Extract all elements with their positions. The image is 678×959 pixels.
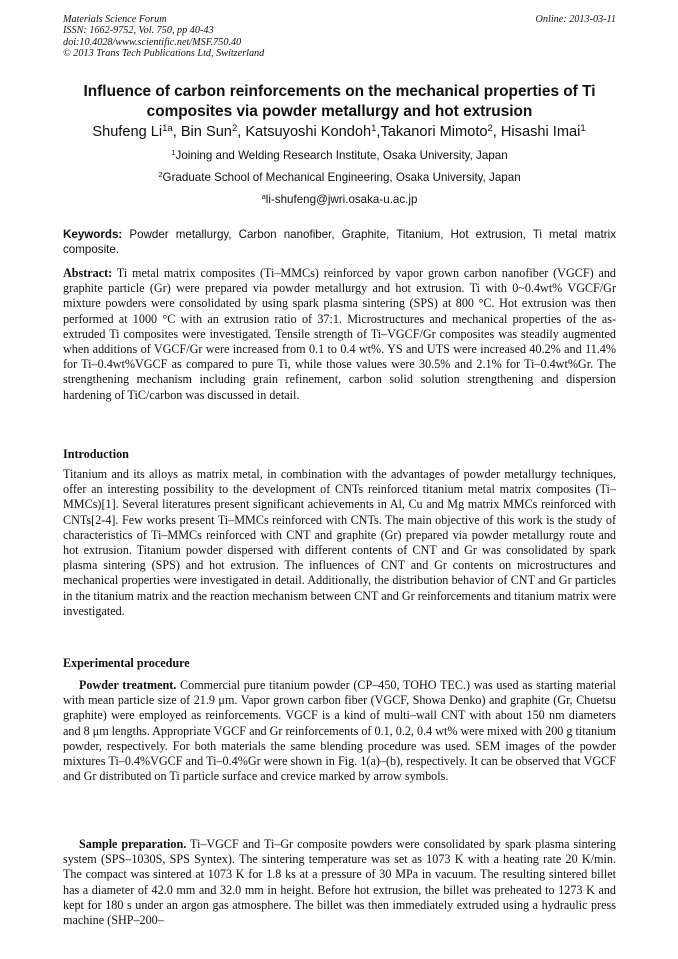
keywords-label: Keywords: xyxy=(63,228,123,241)
doi-line: doi:10.4028/www.scientific.net/MSF.750.40 xyxy=(63,36,242,48)
issn-line: ISSN: 1662-9752, Vol. 750, pp 40-43 xyxy=(63,25,214,37)
author-name: Katsuyoshi Kondoh xyxy=(245,124,372,140)
abstract xyxy=(63,266,616,403)
affiliation-sup: 1 xyxy=(171,147,176,157)
author-name: Hisashi Imai xyxy=(500,124,581,140)
affiliation-text: Joining and Welding Research Institute, Osaka University, Japan xyxy=(175,149,508,162)
introduction-heading: Introduction xyxy=(63,447,129,461)
author-sup: 1 xyxy=(580,122,586,134)
introduction-text: Titanium and its alloys as matrix metal, in combination with the advantages of powder metallurgy techniques, offer an interesting possibility to the development of CNTs reinforced titanium metal matrix composites (Ti–MMCs)[1]. Several literatures present significant achievements in Al, Cu and Mg matrix MMCs reinforced with CNTs[2-4]. Few works present Ti–MMCs reinforced with CNTs. The main objective of this work is the study of characteristics of Ti–MMCs reinforced with CNT and graphite (Gr) prepared via powder metallurgy route and hot extrusion. Titanium powder dispersed with different contents of CNT and Gr was consolidated by spark plasma sintering (SPS) and hot extrusion. The influences of CNT and Gr contents on microstructures and mechanical properties were investigated in detail. Additionally, the distribution behavior of CNT and Gr particles in the titanium matrix and the reaction mechanism between CNT and Gr reinforcements and titanium matrix were investigated. xyxy=(63,467,616,618)
experimental-heading: Experimental procedure xyxy=(63,656,190,670)
email-link[interactable]: li-shufeng@jwri.osaka-u.ac.jp xyxy=(265,193,418,206)
journal-header xyxy=(63,14,616,60)
affiliation-2 xyxy=(63,171,616,185)
powder-treatment-paragraph xyxy=(63,678,616,784)
paper-title: Influence of carbon reinforcements on the mechanical properties of Ti composites via powder metallurgy and hot extrusion xyxy=(83,83,596,120)
copyright-line: © 2013 Trans Tech Publications Ltd, Switzerland xyxy=(63,48,265,60)
affiliation-1 xyxy=(63,149,616,163)
powder-treatment-label: Powder treatment. xyxy=(79,678,177,692)
affiliation-email xyxy=(63,193,616,207)
online-date: Online: 2013-03-11 xyxy=(535,14,616,25)
keywords-text: Powder metallurgy, Carbon nanofiber, Graphite, Titanium, Hot extrusion, Ti metal matrix composite. xyxy=(63,228,616,256)
author-name: Bin Sun xyxy=(180,124,232,140)
powder-treatment-text: Commercial pure titanium powder (CP–450, TOHO TEC.) was used as starting material with mean particle size of 21.9 μm. Vapor grown carbon fiber (VGCF, Showa Denko) and graphite (Gr, Chuetsu graphite) were employed as reinforcements. VGCF is a kind of multi–wall CNT with about 150 nm diameters and 8 μm lengths. Appropriate VGCF and Gr reinforcements of 0.1, 0.2, 0.4 wt% were mixed with 200 g titanium powder, respectively. For both materials the same blending procedure was used. SEM images of the powder mixtures Ti–0.4%VGCF and Ti–0.4%Gr were shown in Fig. 1(a)–(b), respectively. It can be observed that VGCF and Gr distributed on Ti particle surface and crevice marked by arrow symbols. xyxy=(63,678,616,784)
affiliation-sup: 2 xyxy=(158,169,163,179)
author-sup: 2 xyxy=(231,122,238,134)
sample-preparation-label: Sample preparation. xyxy=(79,837,187,851)
author-sup: 1 xyxy=(371,122,377,134)
author-sup: 1a xyxy=(162,122,173,134)
sample-preparation-text: Ti–VGCF and Ti–Gr composite powders were consolidated by spark plasma sintering system (SPS–1030S, SPS Syntex). The sintering temperature was set as 1073 K with a heating rate 20 K/min. The compact was sintered at 1073 K for 1.8 ks at a pressure of 30 MPa in vacuum. The resulting sintered billet has a diameter of 42.0 mm and 32.0 mm in height. Before hot extrusion, the billet was preheated to 1273 K and kept for 180 s under an argon gas atmosphere. The billet was then immediately extruded using a hydraulic press machine (SHP–200– xyxy=(63,837,616,928)
author-name: Shufeng Li xyxy=(92,124,163,140)
author-name: Takanori Mimoto xyxy=(380,124,488,140)
author-list: Shufeng $Li^{1a}$, Bin Sun$^2$, Katsuyoshi Kondoh$^1$,Takanori Mimoto$^2$, Hisashi Imai$^1$ xyxy=(92,122,586,140)
author-sup: 2 xyxy=(487,122,493,134)
keywords xyxy=(63,227,616,257)
affiliation-text: Graduate School of Mechanical Engineering, Osaka University, Japan xyxy=(162,171,521,184)
abstract-label: Abstract: xyxy=(63,266,113,280)
abstract-text: Ti metal matrix composites (Ti–MMCs) reinforced by vapor grown carbon nanofiber (VGCF) and graphite particle (Gr) were prepared via powder metallurgy and hot extrusion. Ti with 0~0.4wt% VGCF/Gr mixture powders were consolidated by using spark plasma sintering (SPS) at 800 °C. Hot extrusion was then performed at 1000 °C with an extrusion ratio of 37:1. Microstructures and mechanical properties of the as-extruded Ti composites were investigated. Tensile strength of Ti–VGCF/Gr composites was steadily augmented when additions of VGCF/Gr were increased from 0.1 to 0.4 wt%. YS and UTS were increased 40.2% and 11.4% for Ti–0.4wt%VGCF as compared to pure Ti, while those values were 30.5% and 2.1% for Ti–0.4wt%Gr. The strengthening mechanism including grain refinement, carbon solid solution strengthening and dispersion hardening of TiC/carbon was discussed in detail. xyxy=(63,266,616,402)
sample-preparation-paragraph xyxy=(63,837,616,928)
journal-name: Materials Science Forum xyxy=(63,14,167,25)
affiliation-sup: a xyxy=(261,191,266,201)
